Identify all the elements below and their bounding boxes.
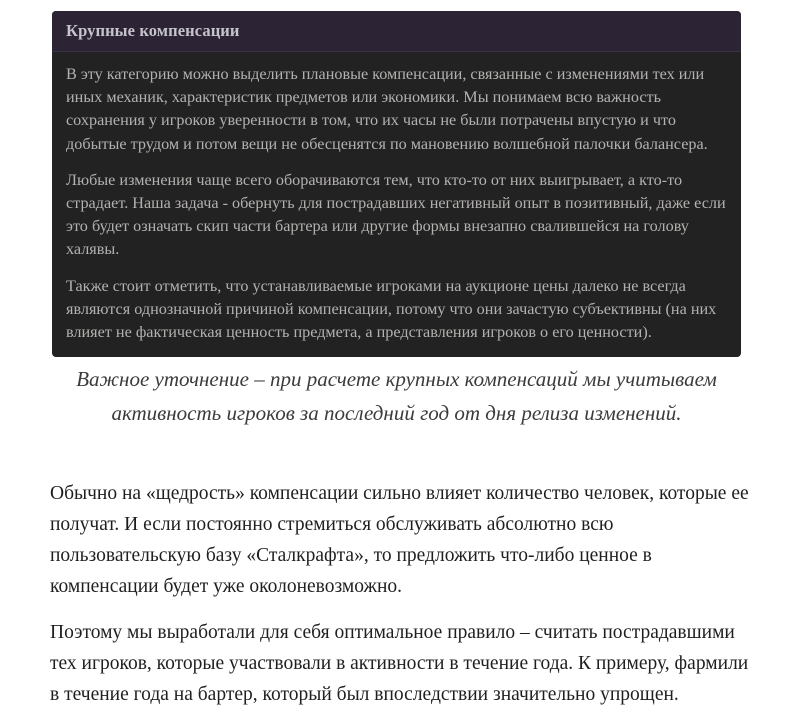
article-body bbox=[50, 478, 750, 710]
callout-panel-header bbox=[52, 11, 741, 52]
callout-panel bbox=[52, 11, 741, 357]
callout-paragraph: В эту категорию можно выделить плановые компенсации, связанные с изменениями тех или иных механик, характеристик предметов или экономики. Мы понимаем всю важность сохранения у игроков уверенности в том, что их часы не были потрачены впустую и что добытые трудом и потом вещи не обесценятся по мановению волшебной палочки балансера. bbox=[66, 65, 708, 153]
callout-panel-body bbox=[52, 52, 741, 357]
callout-paragraph: Также стоит отметить, что устанавливаемые игроками на аукционе цены далеко не всегда являются однозначной причиной компенсации, потому что они зачастую субъективны (на них влияет не фактическая ценность предмета, а представления игроков о его ценности). bbox=[66, 276, 717, 342]
body-paragraph: Поэтому мы выработали для себя оптимальное правило – считать пострадавшими тех игроков, которые участвовали в активности в течение года. К примеру, фармили в течение года на бартер, который был впоследствии значительно упрощен. bbox=[50, 622, 749, 705]
body-paragraph: Обычно на «щедрость» компенсации сильно влияет количество человек, которые ее получат. И если постоянно стремиться обслуживать абсолютно всю пользовательскую базу «Сталкрафта», то предложить что-либо ценное в компенсации будет уже околоневозможно. bbox=[50, 483, 749, 597]
callout-panel-title: Крупные компенсации bbox=[66, 21, 240, 40]
callout-paragraph: Любые изменения чаще всего оборачиваются тем, что кто-то от них выигрывает, а кто-то страдает. Наша задача - обернуть для пострадавших негативный опыт в позитивный, даже если это будет означать скип части бартера или другие формы внезапно свалившейся на голову халявы. bbox=[66, 170, 726, 259]
pull-quote: Важное уточнение – при расчете крупных компенсаций мы учитываем активность игроков за последний год от дня релиза изменений. bbox=[76, 367, 717, 425]
